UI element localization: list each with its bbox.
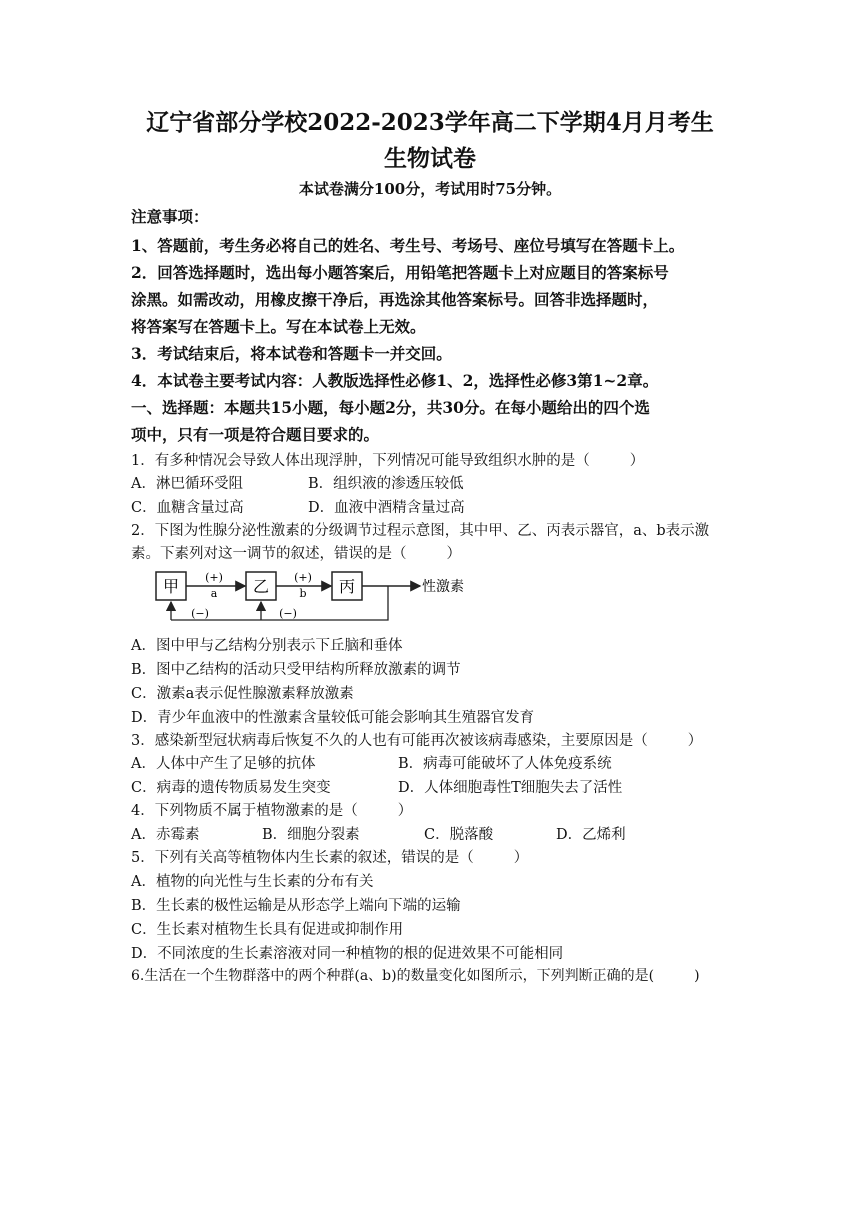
- minus-label-2: (−): [279, 607, 297, 620]
- q1-option-c: C．血糖含量过高: [131, 500, 244, 516]
- q6-stem: 6.生活在一个生物群落中的两个种群(a、b)的数量变化如图所示，下列判断正确的是( ): [131, 968, 700, 984]
- notes-heading: 注意事项：: [131, 207, 209, 226]
- q3-option-c: C．病毒的遗传物质易发生突变: [131, 780, 331, 796]
- note-2-line1: 2．回答选择题时，选出每小题答案后，用铅笔把答题卡上对应题目的答案标号: [131, 263, 669, 282]
- q4-option-c: C．脱落酸: [424, 827, 494, 843]
- q1-option-b: B．组织液的渗透压较低: [308, 476, 464, 492]
- hormone-regulation-diagram: [148, 566, 488, 628]
- section-heading-line1: 一、选择题：本题共15小题，每小题2分，共30分。在每小题给出的四个选: [131, 398, 650, 417]
- q2-stem-line2: 素。下素列对这一调节的叙述，错误的是（ ）: [131, 546, 461, 562]
- exam-title-line1: 辽宁省部分学校2022-2023学年高二下学期4月月考生: [146, 109, 714, 136]
- plus-label-1: (+): [205, 571, 223, 584]
- q4-stem: 4．下列物质不属于植物激素的是（ ）: [131, 803, 413, 819]
- q2-option-d: D．青少年血液中的性激素含量较低可能会影响其生殖器官发育: [131, 710, 535, 726]
- sex-hormone-label: 性激素: [422, 579, 464, 595]
- note-2-line2: 涂黑。如需改动，用橡皮擦干净后，再选涂其他答案标号。回答非选择题时，: [131, 290, 659, 309]
- q2-option-c: C．激素a表示促性腺激素释放激素: [131, 686, 354, 702]
- q4-option-b: B．细胞分裂素: [262, 827, 360, 843]
- section-heading-line2: 项中，只有一项是符合题目要求的。: [131, 425, 380, 444]
- q3-stem: 3．感染新型冠状病毒后恢复不久的人也有可能再次被该病毒感染，主要原因是（ ）: [131, 733, 703, 749]
- q4-option-a: A．赤霉素: [131, 827, 200, 843]
- q1-option-d: D．血液中酒精含量过高: [308, 500, 465, 516]
- q5-option-d: D．不同浓度的生长素溶液对同一种植物的根的促进效果不可能相同: [131, 946, 564, 962]
- note-2-line3: 将答案写在答题卡上。写在本试卷上无效。: [131, 317, 426, 336]
- box-jia-label: 甲: [162, 577, 180, 596]
- box-yi-label: 乙: [252, 577, 270, 596]
- box-bing-label: 丙: [338, 577, 356, 596]
- q2-option-b: B．图中乙结构的活动只受甲结构所释放激素的调节: [131, 662, 461, 678]
- q5-option-b: B．生长素的极性运输是从形态学上端向下端的运输: [131, 898, 461, 914]
- q3-option-a: A．人体中产生了足够的抗体: [131, 756, 316, 772]
- hormone-a-label: a: [210, 587, 218, 600]
- exam-subtitle: 本试卷满分100分，考试用时75分钟。: [298, 180, 562, 198]
- note-4: 4．本试卷主要考试内容：人教版选择性必修1、2，选择性必修3第1~2章。: [131, 371, 659, 390]
- q5-stem: 5．下列有关高等植物体内生长素的叙述，错误的是（ ）: [131, 850, 529, 866]
- q2-option-a: A．图中甲与乙结构分别表示下丘脑和垂体: [131, 638, 403, 654]
- minus-label-1: (−): [191, 607, 209, 620]
- q3-option-d: D．人体细胞毒性T细胞失去了活性: [398, 780, 623, 796]
- plus-label-2: (+): [294, 571, 312, 584]
- q5-option-a: A．植物的向光性与生长素的分布有关: [131, 874, 374, 890]
- q5-option-c: C．生长素对植物生长具有促进或抑制作用: [131, 922, 404, 938]
- hormone-b-label: b: [299, 587, 307, 600]
- exam-title-line2: 生物试卷: [384, 145, 476, 172]
- q4-option-d: D．乙烯利: [556, 827, 626, 843]
- q1-stem: 1．有多种情况会导致人体出现浮肿，下列情况可能导致组织水肿的是（ ）: [131, 453, 645, 469]
- q2-stem-line1: 2．下图为性腺分泌性激素的分级调节过程示意图，其中甲、乙、丙表示器官，a、b表示激: [131, 523, 710, 539]
- note-1: 1、答题前，考生务必将自己的姓名、考生号、考场号、座位号填写在答题卡上。: [131, 236, 685, 255]
- q1-option-a: A．淋巴循环受阻: [131, 476, 243, 492]
- q3-option-b: B．病毒可能破坏了人体免疫系统: [398, 756, 612, 772]
- note-3: 3．考试结束后，将本试卷和答题卡一并交回。: [131, 344, 452, 363]
